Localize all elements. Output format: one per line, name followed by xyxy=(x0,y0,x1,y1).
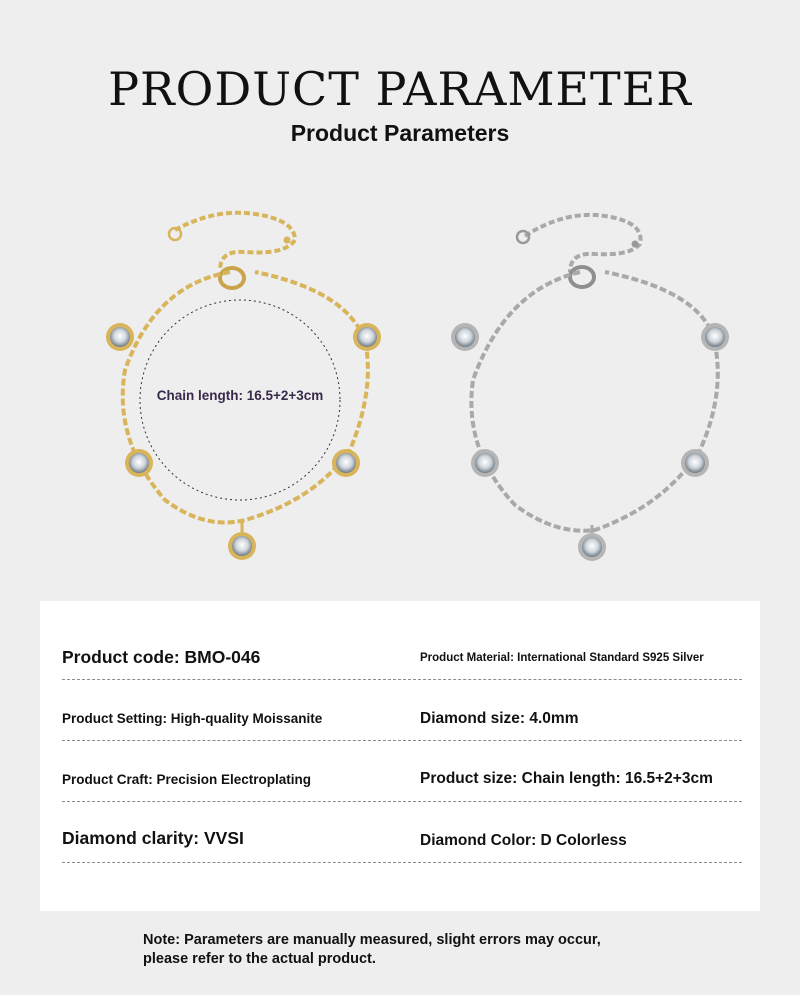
param-product-size: Product size: Chain length: 16.5+2+3cm xyxy=(420,770,713,787)
note-line-1: Note: Parameters are manually measured, slight errors may occur, xyxy=(143,932,601,948)
param-row xyxy=(62,741,742,802)
param-product-setting: Product Setting: High-quality Moissanite xyxy=(62,711,323,726)
chain-length-label: Chain length: 16.5+2+3cm xyxy=(156,388,324,403)
silver-bracelet-image xyxy=(445,200,745,575)
param-product-code: Product code: BMO-046 xyxy=(62,647,261,667)
parameter-panel xyxy=(40,601,760,911)
param-row xyxy=(62,802,742,863)
param-diamond-clarity: Diamond clarity: VVSI xyxy=(62,828,244,848)
note-line-2: please refer to the actual product. xyxy=(143,951,376,967)
param-product-material: Product Material: International Standard S925 Silver xyxy=(420,652,704,664)
page-subtitle: Product Parameters xyxy=(290,120,510,146)
param-product-craft: Product Craft: Precision Electroplating xyxy=(62,772,312,787)
page-title: PRODUCT PARAMETER xyxy=(108,62,692,116)
param-row xyxy=(62,680,742,741)
measurement-note xyxy=(143,931,703,969)
param-diamond-size: Diamond size: 4.0mm xyxy=(420,710,579,727)
param-row xyxy=(62,619,742,680)
param-diamond-color: Diamond Color: D Colorless xyxy=(420,832,627,849)
